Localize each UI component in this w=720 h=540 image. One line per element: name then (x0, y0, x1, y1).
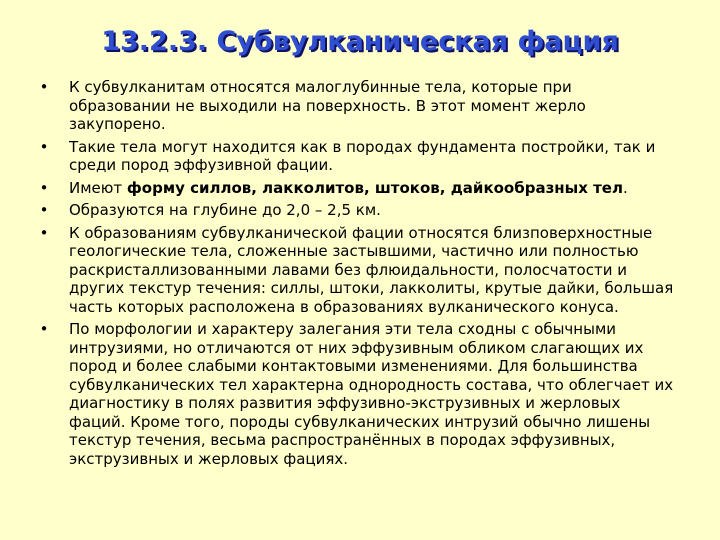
bullet-text: К образованиям субвулканической фации относятся близповерхностные геологические тела, сложенные застывшими, частично или полностью раскристаллизованными лавами без флюидальности, полосчатости и других текстур течения: силлы, штоки, лакколиты, крутые дайки, большая часть которых расположена в образованиях вулканического конуса. (69, 223, 674, 316)
bullet-item (36, 320, 676, 468)
bullet-item (36, 224, 676, 317)
bullet-marker: • (39, 223, 49, 242)
bullet-marker: • (39, 320, 49, 338)
bullet-text-suffix: . (622, 178, 628, 197)
bullet-text: Такие тела могут находится как в породах фундамента постройки, так и среди пород эффузивной фации. (69, 137, 656, 174)
bullet-item (36, 78, 676, 134)
bullet-list (36, 78, 676, 472)
bullet-text (69, 179, 628, 197)
slide-title: 13.2.3. Субвулканическая фация (101, 26, 619, 57)
bullet-text-bold: форму силлов, лакколитов, штоков, дайкообразных тел (126, 178, 623, 197)
bullet-text: Образуются на глубине до 2,0 – 2,5 км. (69, 201, 381, 219)
bullet-text: К субвулканитам относятся малоглубинные тела, которые при образовании не выходили на поверхность. В этот момент жерло закупорено. (69, 78, 586, 133)
bullet-marker: • (39, 201, 49, 219)
bullet-item (36, 179, 676, 198)
bullet-marker: • (39, 78, 49, 96)
bullet-item (36, 201, 676, 220)
bullet-marker: • (39, 178, 49, 197)
bullet-item (36, 138, 676, 175)
bullet-text-prefix: Имеют (69, 178, 127, 197)
bullet-marker: • (39, 137, 49, 156)
bullet-text: По морфологии и характеру залегания эти тела сходны с обычными интрузиями, но отличаются от них эффузивным обликом слагающих их пород и более слабыми контактовыми изменениями. Для большинства субвулканических тел характерна однородность состава, что облегчает их диагностику в полях развития эффузивно-экструзивных и жерловых фаций. Кроме того, породы субвулканических интрузий обычно лишены текстур течения, весьма распространённых в породах эффузивных, экструзивных и жерловых фациях. (69, 320, 674, 468)
